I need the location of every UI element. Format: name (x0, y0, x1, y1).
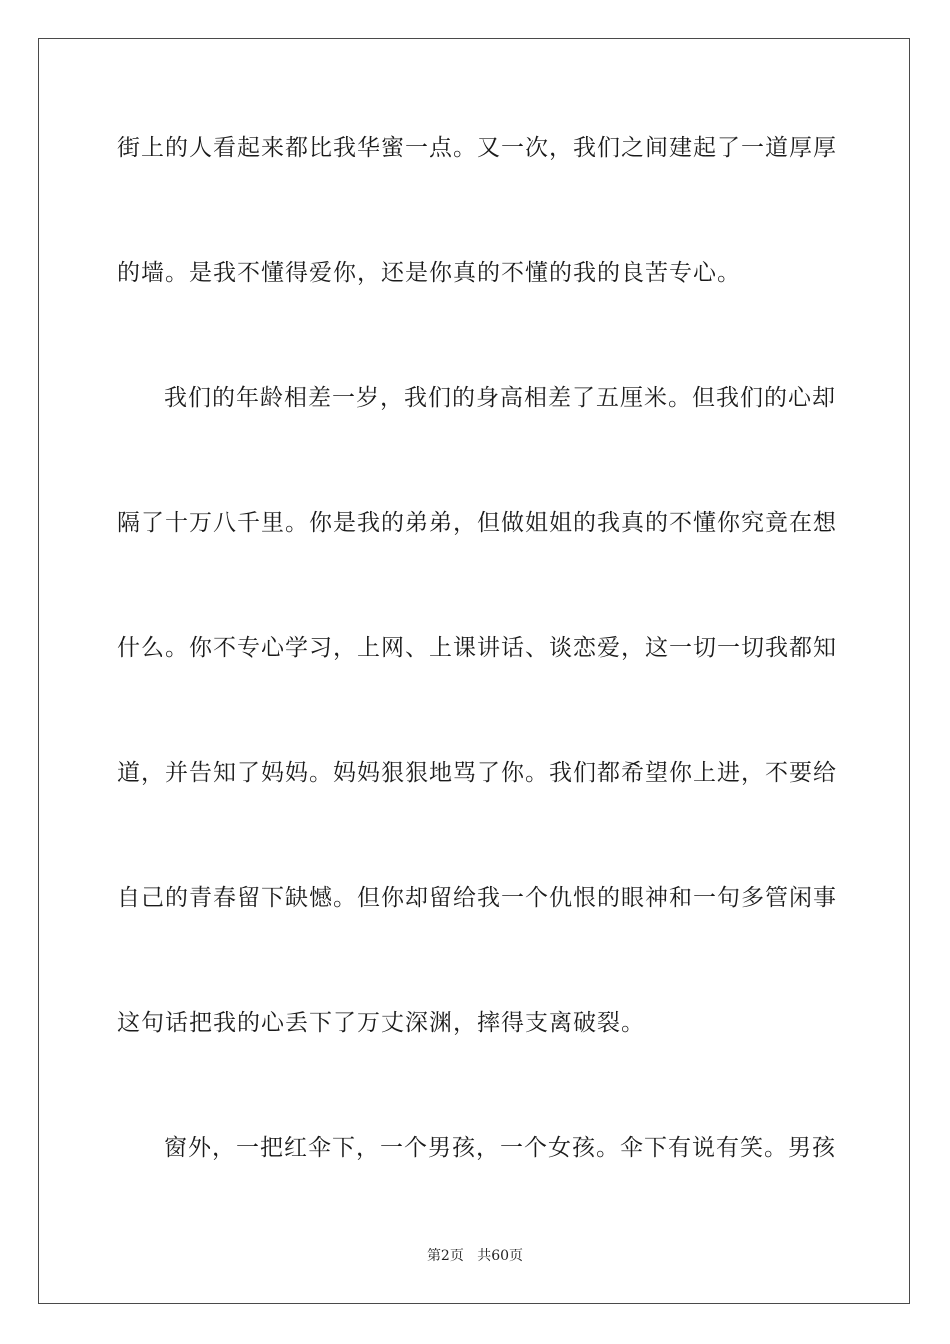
paragraph-line: 窗外，一把红伞下，一个男孩，一个女孩。伞下有说有笑。男孩 (164, 1135, 836, 1161)
paragraph-line: 我们的年龄相差一岁，我们的身高相差了五厘米。但我们的心却 (164, 385, 836, 411)
paragraph-line: 道，并告知了妈妈。妈妈狠狠地骂了你。我们都希望你上进，不要给 (117, 760, 837, 786)
page-border (38, 38, 910, 1304)
paragraph-line: 什么。你不专心学习，上网、上课讲话、谈恋爱，这一切一切我都知 (117, 635, 837, 661)
page-number: 第2页 (426, 1248, 464, 1264)
page-footer (0, 1247, 950, 1265)
paragraph-line: 隔了十万八千里。你是我的弟弟，但做姐姐的我真的不懂你究竟在想 (117, 510, 837, 536)
paragraph-line: 街上的人看起来都比我华蜜一点。又一次，我们之间建起了一道厚厚 (117, 135, 837, 161)
page-total: 共60页 (477, 1248, 524, 1264)
paragraph-line: 自己的青春留下缺憾。但你却留给我一个仇恨的眼神和一句多管闲事 (117, 885, 837, 911)
paragraph-line: 这句话把我的心丢下了万丈深渊，摔得支离破裂。 (117, 1010, 645, 1036)
paragraph-line: 的墙。是我不懂得爱你，还是你真的不懂的我的良苦专心。 (117, 260, 741, 286)
